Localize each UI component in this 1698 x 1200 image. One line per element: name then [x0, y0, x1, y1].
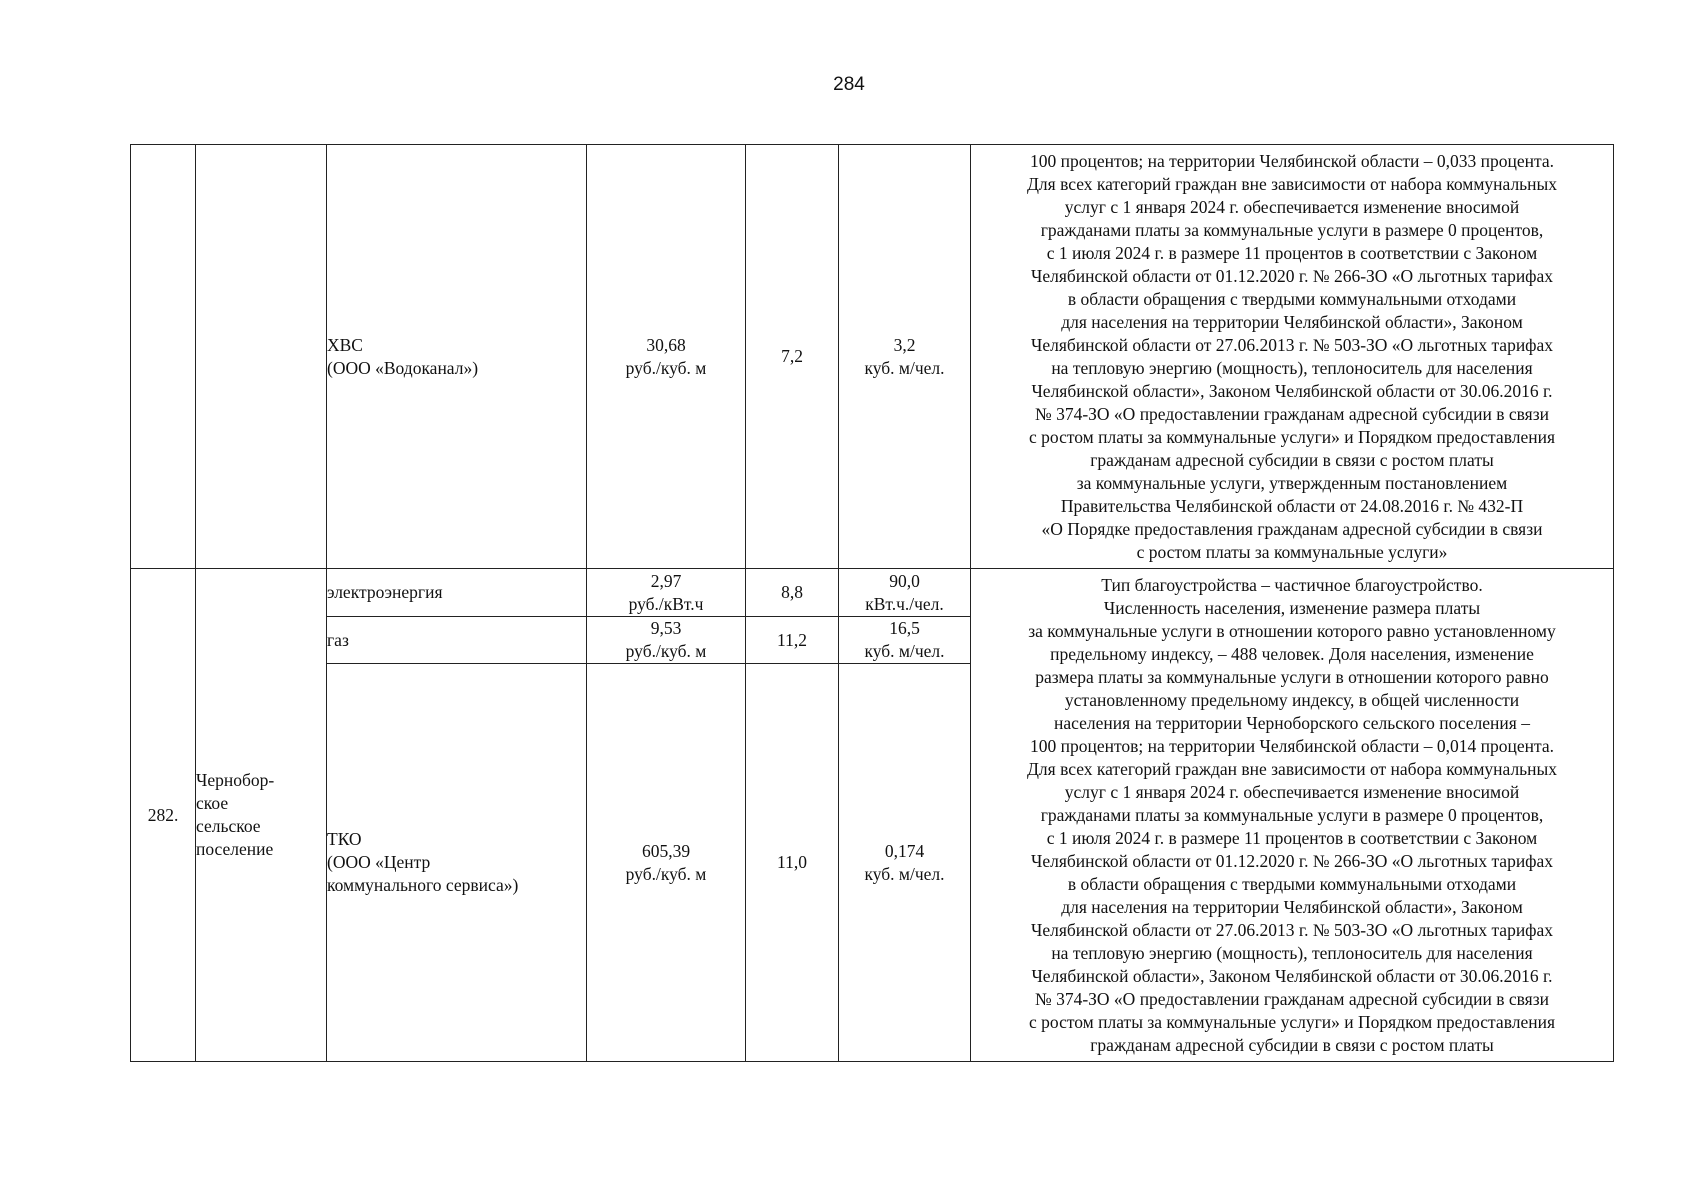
index-cell	[746, 617, 839, 664]
settlement-cell	[196, 145, 327, 569]
note-line: услуг с 1 января 2024 г. обеспечивается изменение вносимой	[1064, 196, 1520, 217]
row-number: 282.	[147, 804, 179, 825]
tariff-cell	[587, 569, 746, 617]
index-value: 11,0	[777, 852, 807, 872]
table-row	[131, 569, 1614, 617]
settlement-name: ское	[196, 793, 229, 813]
volume-value: 0,174	[884, 840, 925, 861]
row-number-cell	[131, 569, 196, 1062]
tariff-table	[130, 144, 1614, 1062]
note-line: в области обращения с твердыми коммунальными отходами	[1067, 873, 1517, 894]
note-line: Челябинской области от 01.12.2020 г. № 266-ЗО «О льготных тарифах	[1030, 850, 1554, 871]
service-cell	[327, 664, 587, 1062]
volume-value: 90,0	[889, 570, 920, 591]
note-line: услуг с 1 января 2024 г. обеспечивается изменение вносимой	[1064, 781, 1520, 802]
service-cell	[327, 617, 587, 664]
service-name: ТКО	[327, 829, 362, 849]
tariff-cell	[587, 664, 746, 1062]
tariff-unit: руб./куб. м	[625, 863, 707, 884]
service-provider: (ООО «Водоканал»)	[327, 357, 479, 378]
service-name: ХВС	[327, 334, 363, 355]
index-cell	[746, 145, 839, 569]
volume-cell	[839, 145, 971, 569]
index-cell	[746, 569, 839, 617]
table-row	[131, 145, 1614, 569]
note-line: размера платы за коммунальные услуги в отношении которого равно	[1035, 666, 1549, 687]
note-line: «О Порядке предоставления гражданам адресной субсидии в связи	[1041, 518, 1543, 539]
volume-cell	[839, 664, 971, 1062]
note-line: Тип благоустройства – частичное благоустройство.	[1101, 574, 1483, 595]
note-line: для населения на территории Челябинской области», Законом	[1061, 311, 1523, 332]
index-value: 8,8	[781, 582, 803, 602]
note-line: Для всех категорий граждан вне зависимости от набора коммунальных	[1026, 173, 1558, 194]
volume-value: 3,2	[893, 334, 916, 355]
note-line: на тепловую энергию (мощность), теплоноситель для населения	[1051, 942, 1533, 963]
note-cell	[971, 569, 1614, 1062]
settlement-name: поселение	[196, 839, 274, 859]
volume-cell	[839, 569, 971, 617]
volume-unit: кВт.ч./чел.	[865, 593, 944, 614]
note-line: Челябинской области от 01.12.2020 г. № 266-ЗО «О льготных тарифах	[1030, 265, 1554, 286]
note-line: Численность населения, изменение размера платы	[1103, 597, 1481, 618]
settlement-cell	[196, 569, 327, 1062]
service-cell	[327, 569, 587, 617]
index-value: 11,2	[777, 629, 807, 650]
tariff-cell	[587, 617, 746, 664]
note-line: в области обращения с твердыми коммунальными отходами	[1067, 288, 1517, 309]
settlement-name: Чернобор-	[196, 770, 275, 790]
row-number-cell	[131, 145, 196, 569]
note-line: на тепловую энергию (мощность), теплоноситель для населения	[1051, 357, 1533, 378]
page-number: 284	[833, 74, 865, 95]
note-line: с ростом платы за коммунальные услуги» и Порядком предоставления	[1029, 426, 1555, 447]
tariff-unit: руб./куб. м	[625, 641, 707, 661]
note-line: Челябинской области», Законом Челябинской области от 30.06.2016 г.	[1031, 965, 1553, 986]
note-line: Правительства Челябинской области от 24.08.2016 г. № 432-П	[1060, 495, 1524, 516]
note-line: № 374-ЗО «О предоставлении гражданам адресной субсидии в связи	[1035, 988, 1549, 1009]
note-line: гражданами платы за коммунальные услуги в размере 0 процентов,	[1040, 804, 1544, 825]
note-line: 100 процентов; на территории Челябинской области – 0,033 процента.	[1029, 150, 1554, 171]
tariff-value: 2,97	[650, 570, 682, 591]
index-value: 7,2	[781, 346, 803, 366]
service-provider: коммунального сервиса»)	[327, 875, 519, 895]
note-line: гражданам адресной субсидии в связи с ростом платы	[1090, 449, 1494, 470]
volume-value: 16,5	[889, 618, 920, 638]
note-line: с 1 июля 2024 г. в размере 11 процентов в соответствии с Законом	[1046, 242, 1538, 263]
note-line: гражданами платы за коммунальные услуги в размере 0 процентов,	[1040, 219, 1544, 240]
note-line: № 374-ЗО «О предоставлении гражданам адресной субсидии в связи	[1035, 403, 1549, 424]
note-line: за коммунальные услуги, утвержденным постановлением	[1076, 472, 1508, 493]
settlement-name: сельское	[196, 816, 261, 836]
note-line: населения на территории Черноборского сельского поселения –	[1054, 712, 1530, 733]
note-line: Челябинской области», Законом Челябинской области от 30.06.2016 г.	[1031, 380, 1553, 401]
note-line: гражданам адресной субсидии в связи с ростом платы	[1090, 1034, 1494, 1055]
tariff-value: 605,39	[641, 840, 691, 861]
note-line: для населения на территории Челябинской области», Законом	[1061, 896, 1523, 917]
tariff-unit: руб./кВт.ч	[628, 593, 704, 614]
service-name: газ	[327, 629, 349, 650]
note-line: 100 процентов; на территории Челябинской области – 0,014 процента.	[1029, 735, 1554, 756]
note-line: за коммунальные услуги в отношении которого равно установленному	[1028, 620, 1556, 641]
note-line: предельному индексу, – 488 человек. Доля населения, изменение	[1050, 643, 1534, 664]
service-cell	[327, 145, 587, 569]
note-line: с 1 июля 2024 г. в размере 11 процентов в соответствии с Законом	[1046, 827, 1538, 848]
note-line: Для всех категорий граждан вне зависимости от набора коммунальных	[1026, 758, 1558, 779]
volume-unit: куб. м/чел.	[864, 641, 945, 661]
note-line: с ростом платы за коммунальные услуги»	[1136, 541, 1448, 562]
volume-cell	[839, 617, 971, 664]
tariff-unit: руб./куб. м	[625, 357, 707, 378]
note-line: Челябинской области от 27.06.2013 г. № 503-ЗО «О льготных тарифах	[1030, 919, 1554, 940]
note-cell	[971, 145, 1614, 569]
note-line: с ростом платы за коммунальные услуги» и Порядком предоставления	[1029, 1011, 1555, 1032]
service-name: электроэнергия	[327, 582, 443, 602]
tariff-value: 30,68	[646, 334, 686, 355]
tariff-cell	[587, 145, 746, 569]
service-provider: (ООО «Центр	[327, 852, 431, 872]
tariff-value: 9,53	[650, 618, 682, 638]
volume-unit: куб. м/чел.	[864, 357, 945, 378]
note-line: Челябинской области от 27.06.2013 г. № 503-ЗО «О льготных тарифах	[1030, 334, 1554, 355]
volume-unit: куб. м/чел.	[864, 863, 945, 884]
index-cell	[746, 664, 839, 1062]
note-line: установленному предельному индексу, в общей численности	[1064, 689, 1520, 710]
